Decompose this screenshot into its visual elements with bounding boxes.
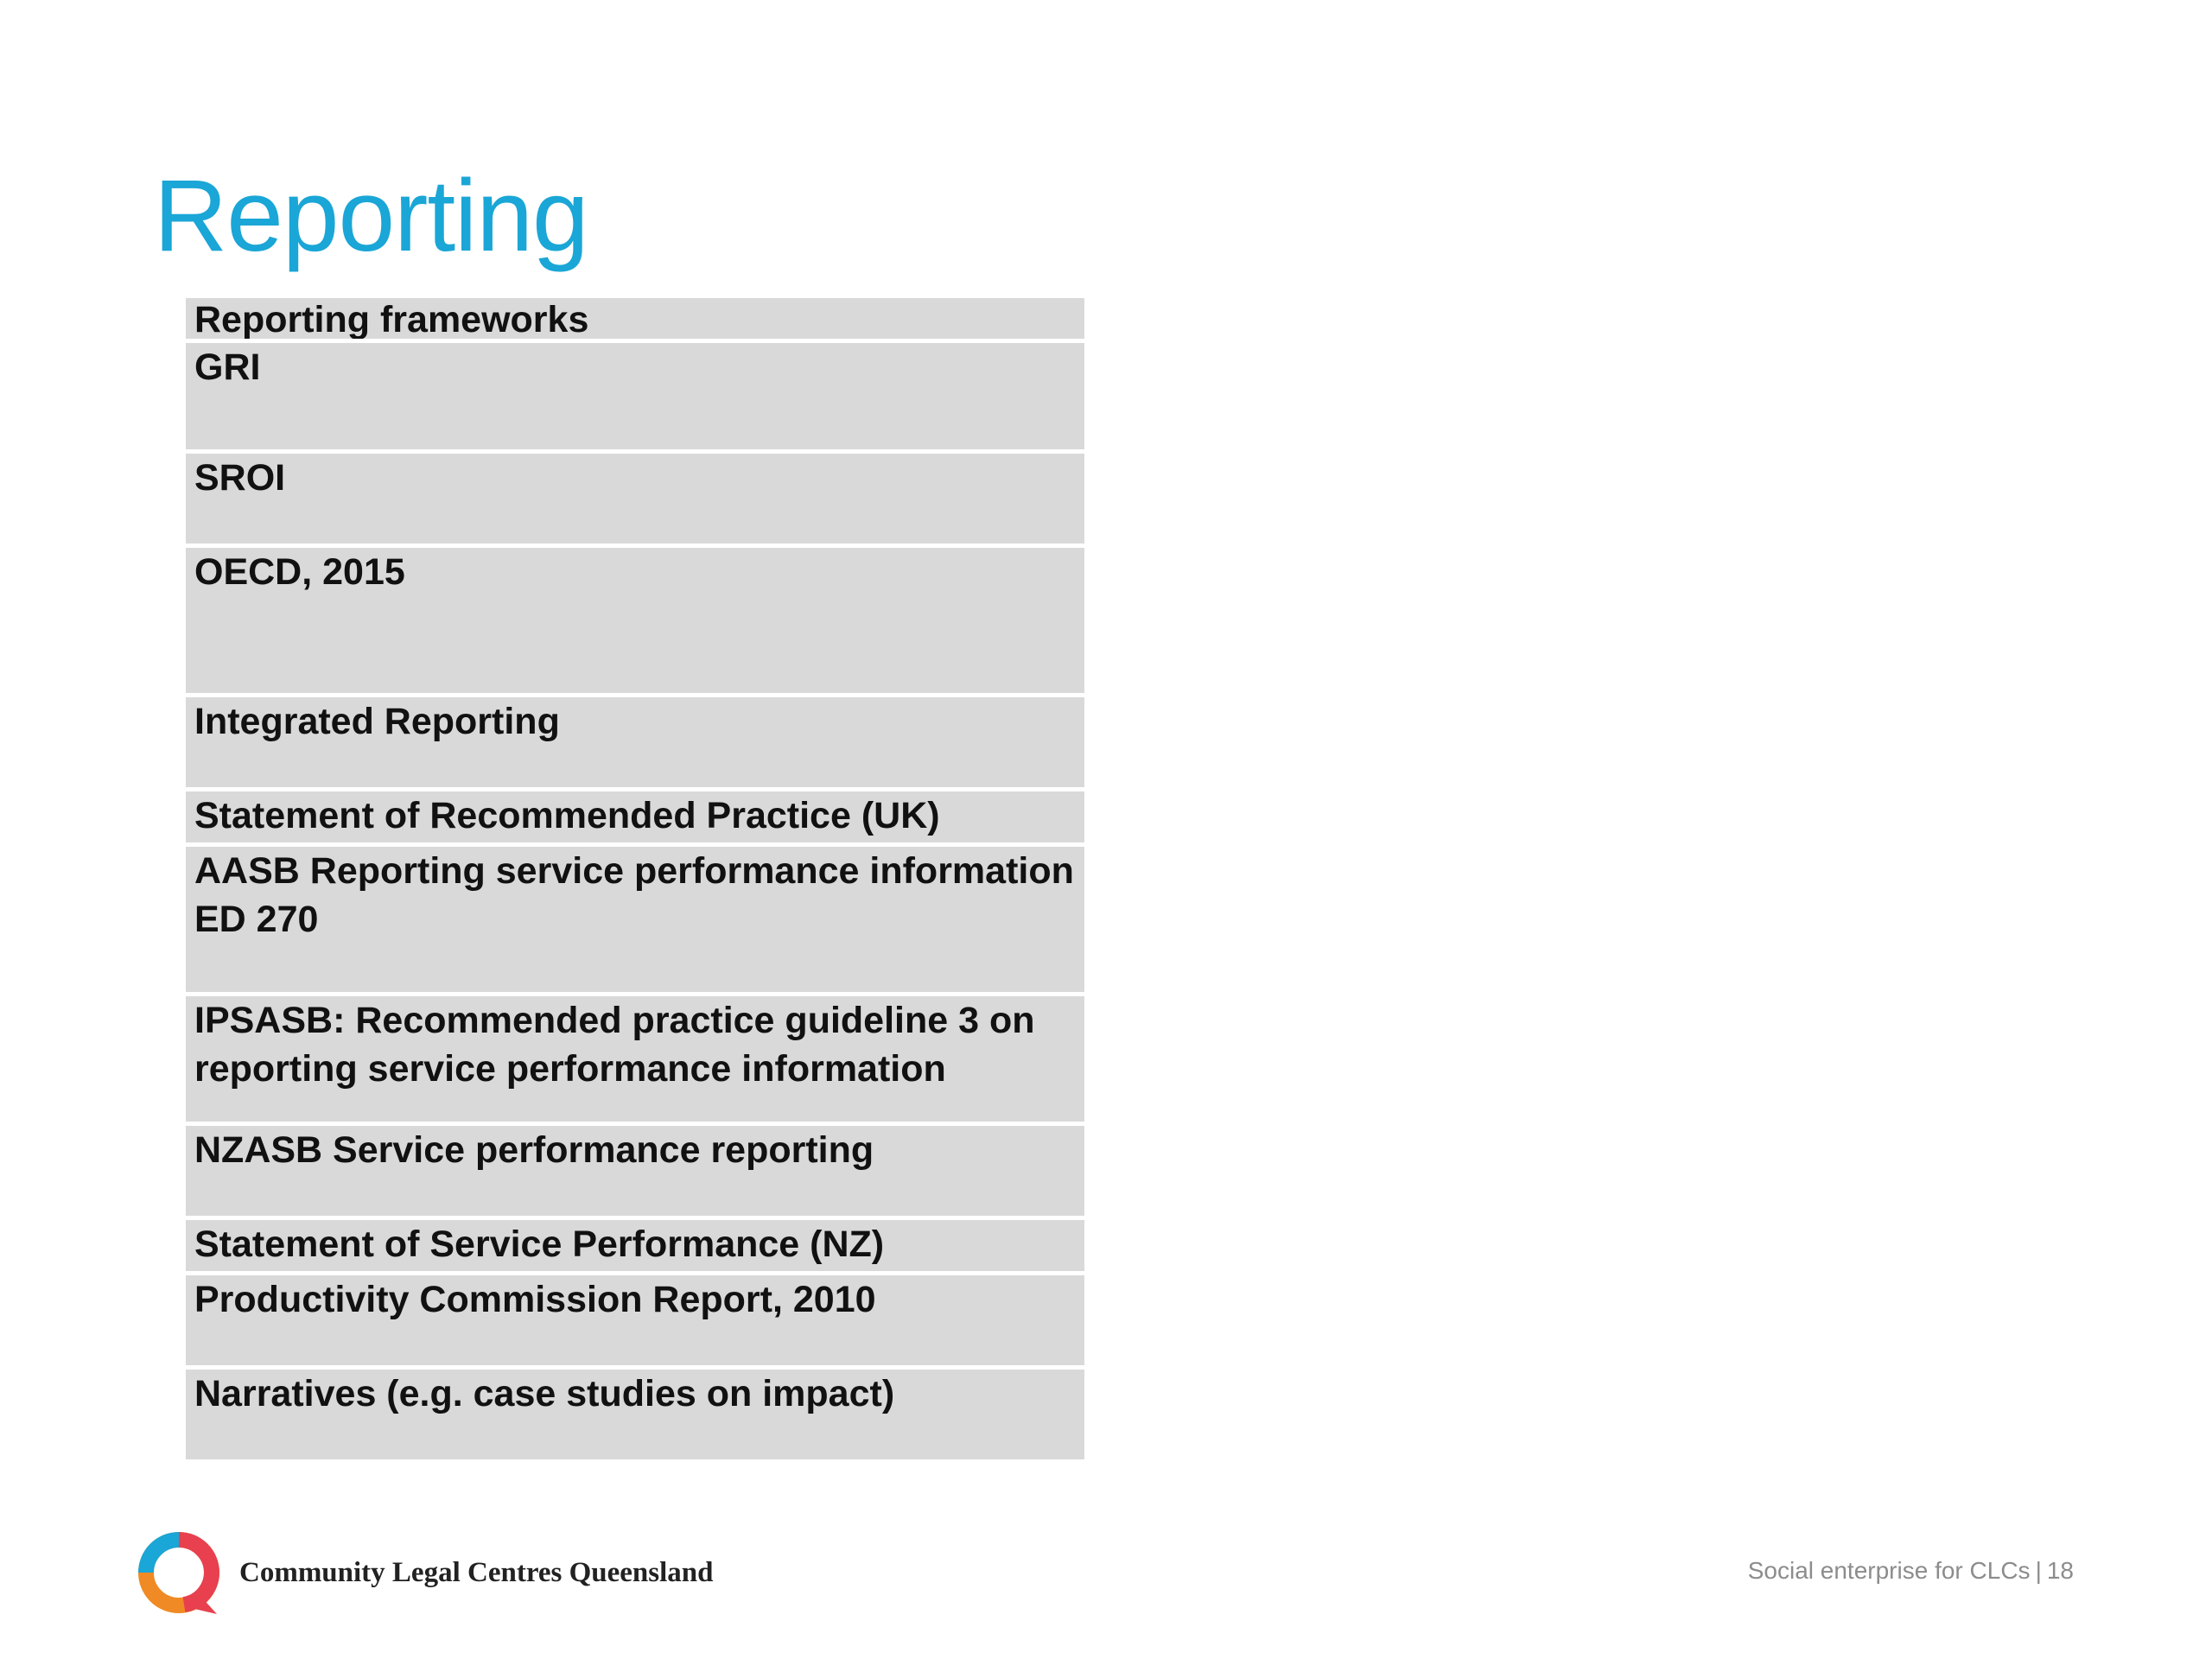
footer-note-text: Social enterprise for CLCs	[1747, 1557, 2031, 1584]
reporting-frameworks-table	[186, 298, 1084, 1459]
row-text-line-2: reporting service performance information	[194, 1048, 946, 1090]
table-row-sroi	[186, 454, 1084, 543]
page-number: 18	[2046, 1557, 2074, 1584]
footer-separator: |	[2035, 1557, 2042, 1584]
row-text: OECD, 2015	[194, 551, 405, 593]
row-text: Integrated Reporting	[194, 701, 560, 742]
slide-title: Reporting	[154, 159, 588, 273]
row-text: Statement of Recommended Practice (UK)	[194, 795, 940, 836]
table-row-nzasb	[186, 1126, 1084, 1216]
table-row-ipsasb	[186, 996, 1084, 1122]
table-row-narratives	[186, 1370, 1084, 1459]
logo-text: Community Legal Centres Queensland	[239, 1556, 714, 1588]
row-text-line-2: ED 270	[194, 899, 319, 940]
row-text: Statement of Service Performance (NZ)	[194, 1224, 885, 1265]
footer-note	[1748, 1557, 2074, 1585]
row-text: SROI	[194, 457, 286, 499]
clcq-ring-logo-icon	[134, 1528, 224, 1618]
row-text: AASB Reporting service performance information	[194, 850, 1074, 892]
row-text: Productivity Commission Report, 2010	[194, 1279, 876, 1320]
row-text: IPSASB: Recommended practice guideline 3 on	[194, 1000, 1035, 1041]
table-row-ssp-nz	[186, 1220, 1084, 1271]
table-row-integrated-reporting	[186, 697, 1084, 787]
table-row-sorp-uk	[186, 791, 1084, 842]
table-row-gri	[186, 343, 1084, 449]
table-row-productivity-commission	[186, 1275, 1084, 1365]
table-row-oecd	[186, 548, 1084, 693]
row-text: Narratives (e.g. case studies on impact)	[194, 1373, 895, 1414]
row-text: GRI	[194, 346, 261, 388]
row-text: NZASB Service performance reporting	[194, 1129, 874, 1171]
footer-logo	[134, 1528, 714, 1618]
table-header: Reporting frameworks	[186, 298, 1084, 339]
table-row-aasb	[186, 847, 1084, 992]
